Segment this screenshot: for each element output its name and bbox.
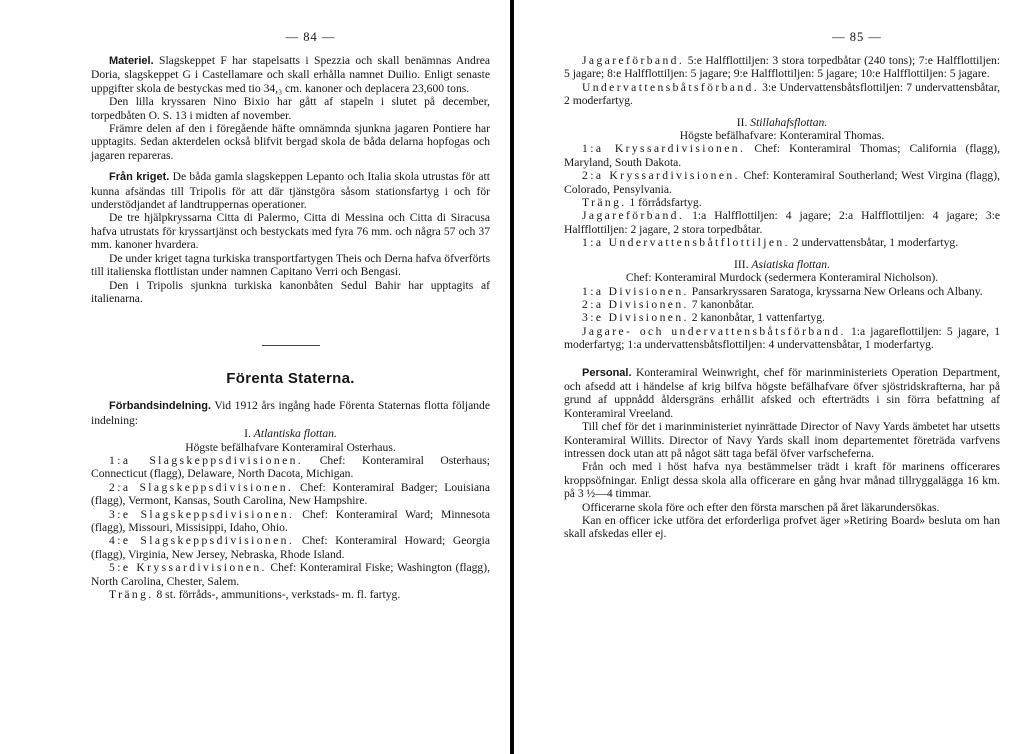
division-label: 2:a Divisionen. <box>582 297 689 311</box>
division-entry <box>91 534 490 561</box>
fleet-title-atlantic <box>91 427 490 440</box>
text-materiel: Slagskeppet F har stapelsatts i Spezzia och skall benämnas Andrea Doria, slagskeppet G i Castellamare och skall erhålla namnet Duilio. Enligt senaste uppgifter skola de bestyckas med tio 34,₃ cm. kanoner och deplacera 23,600 tons. <box>91 54 490 95</box>
division-label: 3:e Slagskeppsdivisionen. <box>109 507 295 521</box>
division-entry <box>564 298 1000 311</box>
paragraph-materiel <box>91 54 490 95</box>
paragraph-retiring-board: Kan en officer icke utföra det erforderliga profvet äger »Retiring Board» besluta om han skall afskedas eller ej. <box>564 514 1000 541</box>
division-text: 3:e Undervattensbåtsflottiljen: 7 undervattensbåtar, 2 moderfartyg. <box>564 80 1000 108</box>
section-heading: Förenta Staterna. <box>226 370 355 388</box>
paragraph-nino-bixio: Den lilla kryssaren Nino Bixio har gått af stapeln i slutet på december, torpedbåten O. S. 13 i midten af november. <box>91 95 490 122</box>
fleet-title-asiatic <box>564 258 1000 271</box>
division-text: 1 förrådsfartyg. <box>629 196 702 210</box>
division-text: 8 st. förråds-, ammunitions-, verkstads- m. fl. fartyg. <box>156 588 401 601</box>
paragraph-fran-kriget <box>91 170 490 211</box>
division-label: Träng. <box>582 196 627 210</box>
division-entry <box>564 81 1000 108</box>
text-forbandsindelning: Vid 1912 års ingång hade Förenta Staternas flotta följande indelning: <box>91 399 490 427</box>
page-number: — 84 — <box>285 30 336 44</box>
division-text: Chef: Konteramiral Howard; Georgia (flagg), Virginia, New Jersey, Nebraska, Rhode Island. <box>91 534 490 561</box>
division-entry <box>91 561 490 588</box>
section-numeral: III. <box>734 257 749 271</box>
fleet-name: Asiatiska flottan. <box>751 257 830 271</box>
paragraph-lakarundersokning: Officerarne skola före och efter den första marschen på året läkarundersökas. <box>582 500 940 514</box>
division-label: Träng. <box>109 588 154 601</box>
paragraph-navy-yards: Till chef för det i marinministeriet nyinrättade Director of Navy Yards ämbetet har utsetts Konteramiral Willits. Director of Navy Yards skall inom departementet företräda varfvens intressen dock utan att på något sätt taga befäl öfver varfschefernа. <box>564 420 1000 460</box>
division-label: 3:e Divisionen. <box>582 311 689 325</box>
division-text: 1:a jagareflottiljen: 5 jagare, 1 moderfartyg; 1:a undervattensbåtsflottiljen: 4 undervattensbåtar, 1 moderfartyg. <box>564 324 1000 352</box>
lead-personal: Personal. <box>582 366 632 379</box>
division-label: Jagareförband. <box>582 209 685 223</box>
division-label: 1:a Undervattensbåtflottiljen. <box>582 236 790 250</box>
fleet-name: Stillahafsflottan. <box>750 115 828 129</box>
lead-materiel: Materiel. <box>109 55 154 67</box>
division-entry <box>91 508 490 535</box>
division-entry <box>564 285 1000 298</box>
division-label: Undervattensbåtsförband. <box>582 80 760 94</box>
division-label: 1:a Kryssardivisionen. <box>582 142 746 156</box>
division-text: 1:a Halfflottiljen: 4 jagare; 2:a Halfflottiljen: 4 jagare; 3:e Halfflottiljen: 2 jagare, 2 stora torpedbåtar. <box>564 209 1000 236</box>
division-text: Chef: Konteramiral Fiske; Washington (flagg), North Carolina, Chester, Salem. <box>91 561 490 588</box>
division-entry <box>564 209 1000 236</box>
division-label: 2:a Kryssardivisionen. <box>582 169 740 183</box>
division-text: Pansarkryssaren Saratoga, kryssarna New Orleans och Albany. <box>691 284 983 298</box>
section-numeral: I. <box>244 427 251 441</box>
paragraph-pontiere: Främre delen af den i föregående häfte omnämnda sjunkna jagaren Pontiere har upptagits. Sedan akterdelen också blifvit bergad skola de båda delarna hopfogas och jagaren repareras. <box>91 122 490 162</box>
division-text: Chef: Konteramiral Ward; Minnesota (flagg), Missouri, Missisippi, Idaho, Ohio. <box>91 507 490 534</box>
lead-fran-kriget: Från kriget. <box>109 171 170 184</box>
division-entry <box>91 454 490 481</box>
division-entry <box>564 169 1000 196</box>
division-text: 5:e Halfflottiljen: 3 stora torpedbåtar (240 tons); 7:e Halfflottiljen: 5 jagare; 8:e Halfflottiljen: 5 jagare; 9:e Halfflottiljen: 5 jagare; 10:e Halfflottiljen: 5 jagare. <box>564 54 1000 81</box>
division-entry <box>564 311 1000 324</box>
division-entry <box>91 481 490 508</box>
division-label: 5:e Kryssardivisionen. <box>109 561 267 575</box>
division-label: 2:a Slagskeppsdivisionen. <box>109 480 294 494</box>
text-fran-kriget: De båda gamla slagskeppen Lepanto och Italia skola utrustas för att kunna afsändas till Tripolis för att där tjänstgöra såsom stationsfartyg i och för understödjandet af landtruppernas operationer. <box>91 170 491 212</box>
division-label: Jagareförband. <box>582 54 685 67</box>
division-text: Chef: Konteramiral Osterhaus; Connecticut (flagg), Delaware, North Dacota, Michigan. <box>91 453 490 481</box>
division-entry <box>564 236 1000 249</box>
text-personal: Konteramiral Weinwright, chef för marinministeriets Operation Department, och afsedd att i händelse af krig bilfva högste befälhafvare öfver sjöstridskrafterna, har på grund af uppnådd åldersgräns erhållit afsked och efterträdts i sin förra befattning af Konteramiral Vreeland. <box>564 365 1000 420</box>
fleet-commander: Chef: Konteramiral Murdock (sedermera Konteramiral Nicholson). <box>625 271 939 285</box>
fleet-name: Atlantiska flottan. <box>253 427 337 441</box>
fleet-commander: Högste befälhafvare: Konteramiral Thomas. <box>679 129 885 143</box>
division-label: 1:a Divisionen. <box>582 284 689 298</box>
division-entry <box>564 196 1000 209</box>
paragraph-transportfartyg: De under kriget tagna turkiska transportfartygen Theis och Derna hafva öfverförts till italienska flottlistan under namnen Capitano Verri och Bengasi. <box>91 251 490 279</box>
division-entry <box>564 142 1000 169</box>
division-text: Chef: Konteramiral Badger; Louisiana (flagg), Vermont, Kansas, South Carolina, New Hampshire. <box>91 480 490 508</box>
division-text: 7 kanonbåtar. <box>691 297 755 311</box>
paragraph-personal <box>564 366 1000 421</box>
right-page <box>514 0 1024 754</box>
paragraph-forbandsindelning <box>91 399 490 427</box>
division-entry <box>564 325 1000 352</box>
division-entry <box>91 588 490 601</box>
division-label: 4:e Slagskeppsdivisionen. <box>109 534 295 548</box>
page-number: — 85 — <box>832 30 882 44</box>
section-divider <box>262 345 320 346</box>
paragraph-hjalpkryssarna: De tre hjälpkryssarna Citta di Palermo, Citta di Messina och Citta di Siracusa hafva utrustats för kryssartjänst och bestyckats med fyra 76 mm. och några 57 och 37 mm. kanoner hvardera. <box>91 211 490 252</box>
division-label: 1:a Slagskeppsdivisionen. <box>109 453 304 467</box>
division-text: 2 kanonbåtar, 1 vattenfartyg. <box>691 311 825 325</box>
division-text: Chef: Konteramiral Southerland; West Virgina (flagg), Colorado, Pensylvania. <box>564 169 1000 196</box>
fleet-title-pacific <box>564 116 1000 129</box>
division-entry <box>564 54 1000 81</box>
division-label: Jagare- och undervattensbåtsförband. <box>582 324 846 338</box>
section-numeral: II. <box>736 115 748 129</box>
division-text: 2 undervattensbåtar, 1 moderfartyg. <box>792 236 959 250</box>
paragraph-sedul-bahir: Den i Tripolis sjunkna turkiska kanonbåten Sedul Bahir har upptagits af italienarna. <box>91 278 490 305</box>
lead-forbandsindelning: Förbandsindelning. <box>109 400 212 413</box>
paragraph-kroppsofningar: Från och med i höst hafva nya bestämmelser trädt i kraft för marinens officerares kroppsöfningar. Enligt dessa skola alla officerare en gång hvar månad tillryggalägga 16 km. på 3 ½—4 timmar. <box>564 460 1000 501</box>
division-text: Chef: Konteramiral Thomas; California (flagg), Maryland, South Dakota. <box>564 142 1000 169</box>
left-page <box>0 0 510 754</box>
fleet-commander: Högste befälhafvare Konteramiral Osterhaus. <box>185 440 396 454</box>
